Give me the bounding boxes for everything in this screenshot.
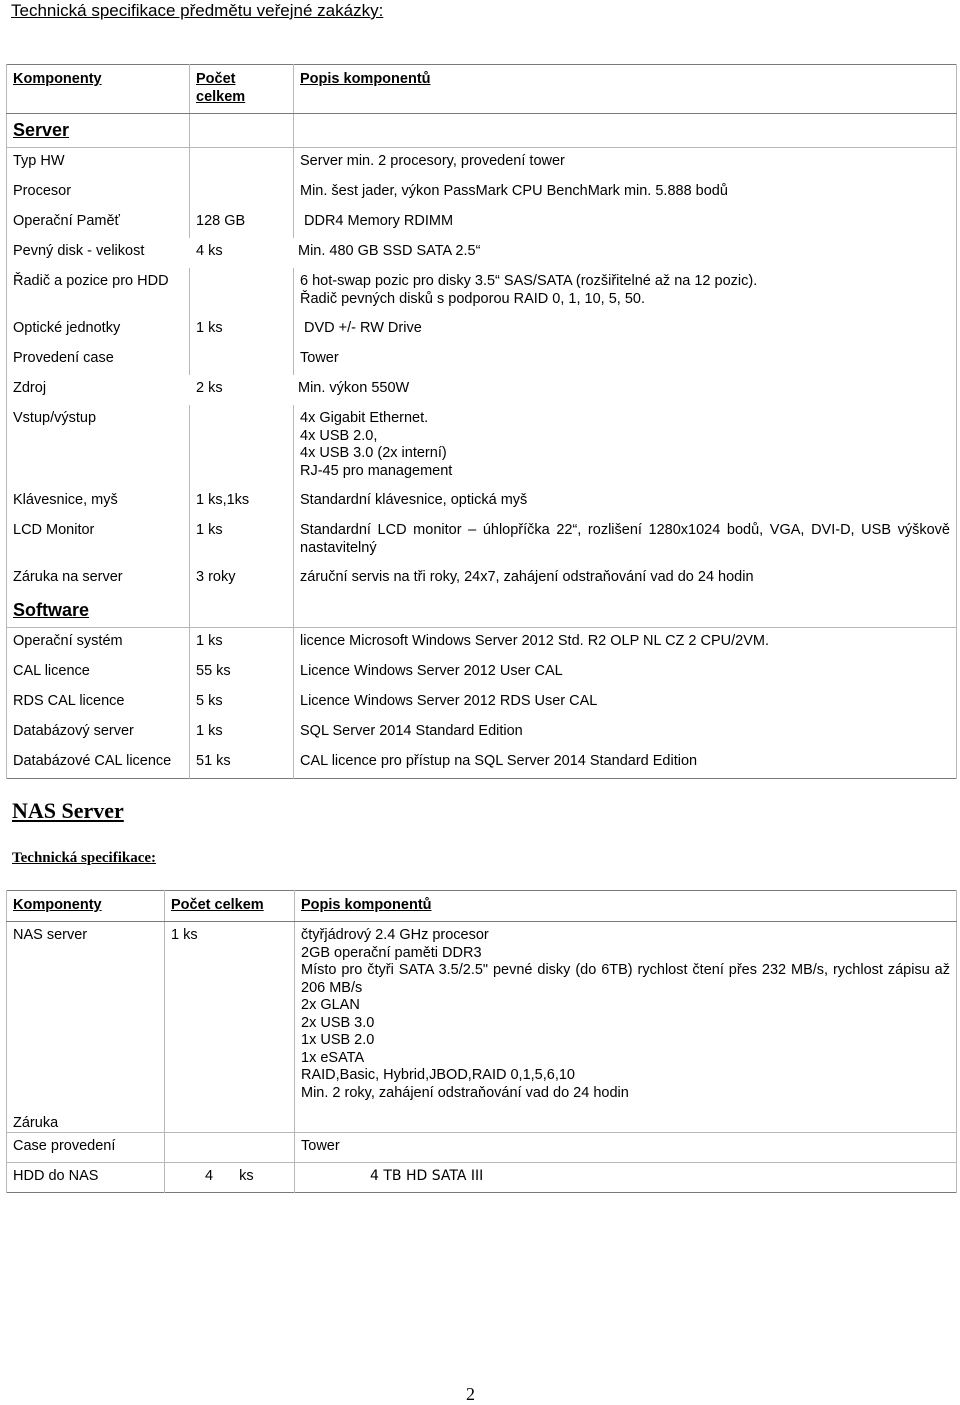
table-row [7,238,957,268]
header-description: Popis komponentů [294,65,957,114]
page-number: 2 [466,1384,475,1404]
count-cell [190,405,294,487]
description-line: 2x GLAN [301,997,360,1013]
count-cell: 3 roky [190,564,294,594]
component-cell: Zdroj [13,380,47,396]
description-cell: Standardní klávesnice, optická myš [294,487,957,517]
table-row [7,375,957,405]
description-line: 4x Gigabit Ethernet. [300,410,429,426]
description-line: 1x eSATA [301,1049,365,1066]
table-row [7,658,957,688]
table-row [7,208,957,238]
table-header-row [7,65,957,114]
count-cell: 51 ks [190,748,294,779]
description-cell: Min. 480 GB SSD SATA 2.5“ [298,243,481,259]
header-component: Komponenty [7,65,190,114]
description-cell [294,405,957,487]
component-cell: Operační systém [7,628,190,659]
count-cell [190,345,294,375]
description-cell: SQL Server 2014 Standard Edition [294,718,957,748]
table-row [7,628,957,659]
table-row [7,268,957,315]
component-cell: Databázový server [7,718,190,748]
description-cell: Server min. 2 procesory, provedení tower [294,148,957,179]
nas-section-subtitle: Technická specifikace: [12,850,157,866]
description-cell: Min. šest jader, výkon PassMark CPU BenchMark min. 5.888 bodů [294,178,957,208]
description-line: 1x USB 2.0 [301,1032,375,1048]
count-cell: 1 ks [190,517,294,564]
description-cell: DVD +/- RW Drive [294,315,957,345]
table-row [7,517,957,564]
count-cell [190,268,294,315]
component-cell: Provedení case [7,345,190,375]
description-cell [295,922,957,1133]
table-row [7,1133,957,1163]
description-cell: Standardní LCD monitor – úhlopříčka 22“, rozlišení 1280x1024 bodů, VGA, DVI-D, USB výškově nastavitelný [294,517,957,564]
count-cell: 1 ks [190,315,294,345]
component-cell: Operační Paměť [7,208,190,238]
table-row [7,748,957,779]
count-cell: 1 ks,1ks [190,487,294,517]
description-line: Min. 2 roky, zahájení odstraňování vad do 24 hodin [301,1084,629,1101]
component-cell: Klávesnice, myš [7,487,190,517]
table-row [7,718,957,748]
description-cell: Licence Windows Server 2012 User CAL [294,658,957,688]
description-line: 6 hot-swap pozic pro disky 3.5“ SAS/SATA (rozšiřitelné až na 12 pozic). [300,273,758,289]
count-cell: 1 ks [165,922,295,1133]
description-line: RJ-45 pro management [300,462,453,479]
table-row [7,487,957,517]
description-line: 4x USB 2.0, [300,427,378,444]
description-line: 4x USB 3.0 (2x interní) [300,445,447,461]
table-row [7,922,957,1133]
description-cell: 4 TB HD SATA III [295,1163,957,1193]
table-row [7,688,957,718]
table-header-row [7,891,957,922]
component-cell [7,922,165,1133]
header-component: Komponenty [7,891,165,922]
nas-spec-table [6,890,957,1193]
table-row [7,315,957,345]
description-cell: CAL licence pro přístup na SQL Server 2014 Standard Edition [294,748,957,779]
table-row [7,148,957,179]
component-cell: Case provedení [7,1133,165,1163]
count-cell [165,1163,295,1193]
component-cell: RDS CAL licence [7,688,190,718]
count-number: 4 [205,1168,214,1184]
component-cell: Záruka na server [7,564,190,594]
component-cell: Typ HW [7,148,190,179]
count-cell [190,178,294,208]
count-cell: 55 ks [190,658,294,688]
description-cell: licence Microsoft Windows Server 2012 Std. R2 OLP NL CZ 2 CPU/2VM. [294,628,957,659]
count-unit: ks [239,1168,254,1184]
count-cell: 128 GB [190,208,294,238]
page-title: Technická specifikace předmětu veřejné zakázky: [11,1,384,20]
component-label: NAS server [13,927,88,943]
header-count: Počet celkem [190,65,294,114]
merged-row-cell [7,238,957,268]
count-cell: 1 ks [190,718,294,748]
section-title-software: Software [7,594,190,628]
count-cell: 5 ks [190,688,294,718]
section-row-server [7,114,957,148]
header-description: Popis komponentů [295,891,957,922]
component-cell: CAL licence [7,658,190,688]
description-cell: Tower [294,345,957,375]
count-cell [190,148,294,179]
table-row [7,405,957,487]
component-cell: Řadič a pozice pro HDD [7,268,190,315]
section-title-server: Server [7,114,190,148]
description-line: Řadič pevných disků s podporou RAID 0, 1, 10, 5, 50. [300,290,645,307]
component-cell: Vstup/výstup [7,405,190,487]
description-cell [294,268,957,315]
description-cell: záruční servis na tři roky, 24x7, zahájení odstraňování vad do 24 hodin [294,564,957,594]
count-cell: 4 ks [196,243,223,259]
description-cell: DDR4 Memory RDIMM [294,208,957,238]
description-line: 2x USB 3.0 [301,1014,375,1031]
header-count: Počet celkem [165,891,295,922]
description-cell: Licence Windows Server 2012 RDS User CAL [294,688,957,718]
component-warranty-label: Záruka [13,1114,59,1131]
server-spec-table [6,64,957,779]
component-cell: HDD do NAS [7,1163,165,1193]
component-cell: Procesor [7,178,190,208]
count-cell: 1 ks [190,628,294,659]
description-line: RAID,Basic, Hybrid,JBOD,RAID 0,1,5,6,10 [301,1067,575,1083]
component-cell: LCD Monitor [7,517,190,564]
count-cell [165,1133,295,1163]
table-row [7,345,957,375]
description-cell: Min. výkon 550W [298,380,410,396]
table-row [7,564,957,594]
merged-row-cell [7,375,957,405]
description-line: 2GB operační paměti DDR3 [301,944,482,961]
description-line: čtyřjádrový 2.4 GHz procesor [301,927,489,943]
table-row [7,1163,957,1193]
count-cell: 2 ks [196,380,223,396]
table-row [7,178,957,208]
component-cell: Pevný disk - velikost [13,243,145,259]
component-cell: Databázové CAL licence [7,748,190,779]
description-cell: Tower [295,1133,957,1163]
nas-section-title: NAS Server [12,798,124,823]
description-line: Místo pro čtyři SATA 3.5/2.5" pevné disky (do 6TB) rychlost čtení přes 232 MB/s, rychlost zápisu až 206 MB/s [301,962,950,996]
section-row-software [7,594,957,628]
component-cell: Optické jednotky [7,315,190,345]
